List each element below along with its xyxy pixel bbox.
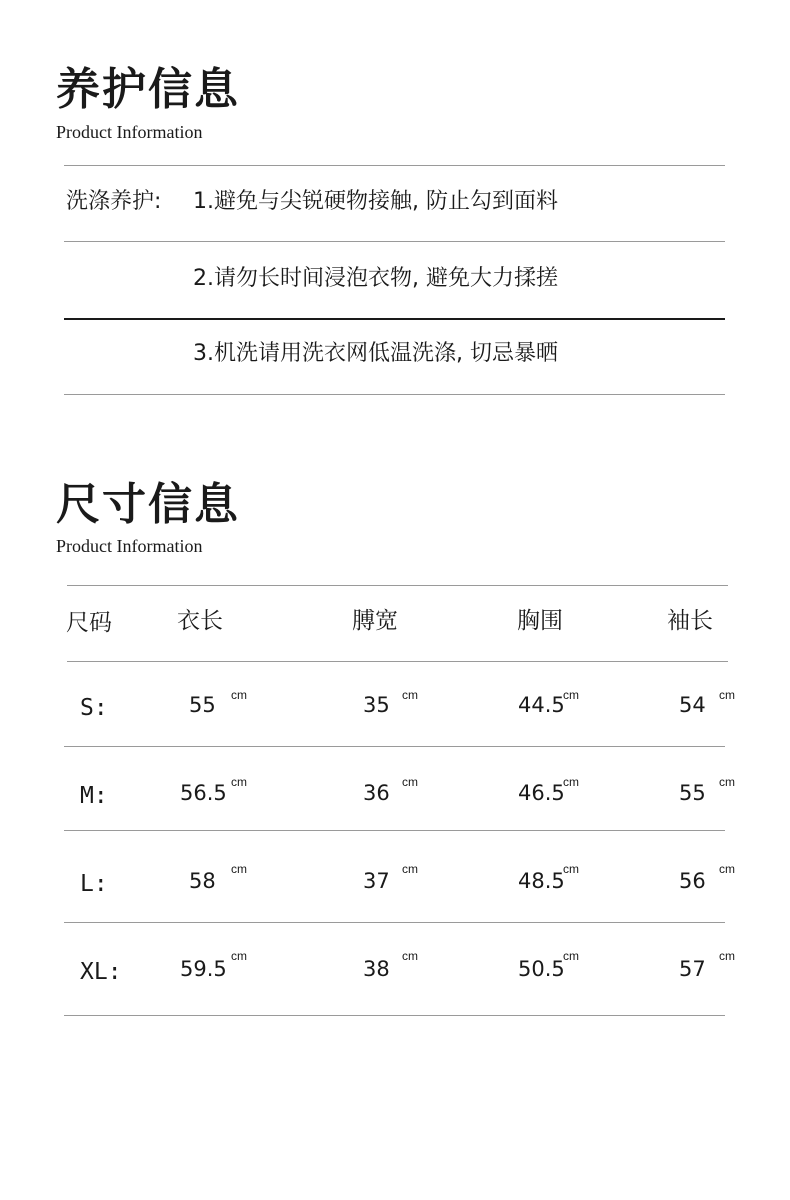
table-row-divider	[64, 830, 725, 831]
unit-label: cm	[402, 688, 418, 702]
cell-length: 59.5	[180, 957, 227, 981]
table-row-divider	[64, 746, 725, 747]
care-divider-top	[64, 165, 725, 166]
unit-label: cm	[402, 949, 418, 963]
unit-label: cm	[719, 862, 735, 876]
size-subtitle: Product Information	[56, 536, 203, 556]
row-size-label: M:	[80, 783, 108, 809]
cell-chest: 44.5	[518, 693, 565, 717]
care-subtitle: Product Information	[56, 122, 203, 142]
cell-chest: 50.5	[518, 957, 565, 981]
unit-label: cm	[231, 949, 247, 963]
cell-shoulder: 36	[363, 781, 390, 805]
cell-chest: 46.5	[518, 781, 565, 805]
unit-label: cm	[563, 688, 579, 702]
care-item-2: 2.请勿长时间浸泡衣物, 避免大力揉搓	[193, 266, 558, 291]
care-item-3: 3.机洗请用洗衣网低温洗涤, 切忌暴晒	[193, 341, 558, 366]
cell-shoulder: 35	[363, 693, 390, 717]
table-divider-bottom	[64, 1015, 725, 1016]
cell-shoulder: 38	[363, 957, 390, 981]
care-divider	[64, 241, 725, 242]
cell-length: 55	[189, 693, 216, 717]
header-shoulder: 膊宽	[352, 608, 398, 634]
cell-sleeve: 57	[679, 957, 706, 981]
care-divider-dark	[64, 318, 725, 320]
unit-label: cm	[719, 688, 735, 702]
care-label: 洗涤养护:	[66, 189, 162, 214]
table-header-divider	[67, 661, 728, 662]
unit-label: cm	[719, 775, 735, 789]
cell-chest: 48.5	[518, 869, 565, 893]
header-size: 尺码	[66, 610, 112, 636]
cell-sleeve: 56	[679, 869, 706, 893]
cell-shoulder: 37	[363, 869, 390, 893]
unit-label: cm	[231, 862, 247, 876]
care-title: 养护信息	[56, 64, 240, 115]
header-sleeve: 袖长	[667, 608, 713, 634]
size-title: 尺寸信息	[56, 479, 240, 530]
cell-length: 56.5	[180, 781, 227, 805]
care-item-1: 1.避免与尖锐硬物接触, 防止勾到面料	[193, 189, 558, 214]
table-divider-top	[67, 585, 728, 586]
unit-label: cm	[719, 949, 735, 963]
table-row-divider	[64, 922, 725, 923]
header-chest: 胸围	[517, 608, 563, 634]
unit-label: cm	[563, 775, 579, 789]
unit-label: cm	[231, 688, 247, 702]
unit-label: cm	[402, 862, 418, 876]
row-size-label: L:	[80, 871, 108, 897]
care-divider-bottom	[64, 394, 725, 395]
cell-sleeve: 54	[679, 693, 706, 717]
row-size-label: S:	[80, 695, 108, 721]
unit-label: cm	[402, 775, 418, 789]
cell-length: 58	[189, 869, 216, 893]
unit-label: cm	[231, 775, 247, 789]
row-size-label: XL:	[80, 959, 122, 985]
unit-label: cm	[563, 862, 579, 876]
unit-label: cm	[563, 949, 579, 963]
header-length: 衣长	[177, 608, 223, 634]
cell-sleeve: 55	[679, 781, 706, 805]
